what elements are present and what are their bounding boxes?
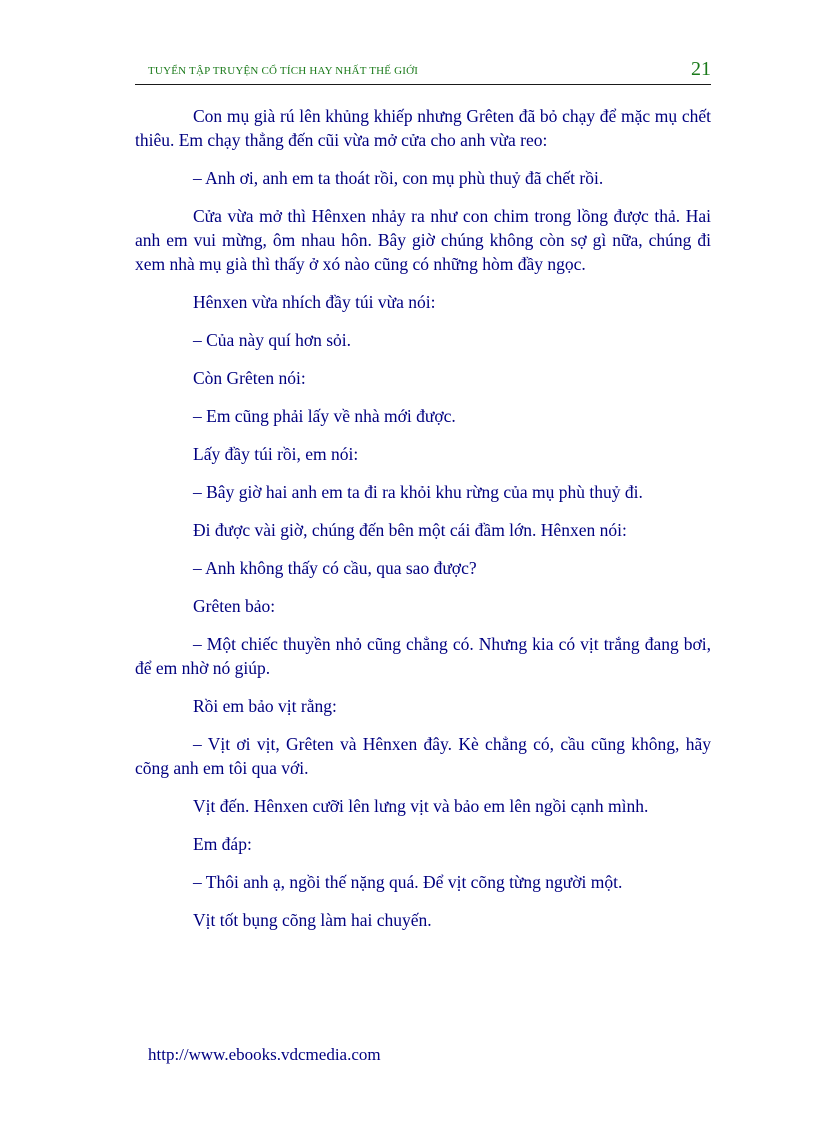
- page-number: 21: [691, 58, 711, 80]
- paragraph: – Bây giờ hai anh em ta đi ra khỏi khu rừng của mụ phù thuỷ đi.: [193, 482, 643, 502]
- paragraph: – Anh ơi, anh em ta thoát rồi, con mụ phù thuỷ đã chết rồi.: [193, 168, 604, 188]
- paragraph: Vịt tốt bụng cõng làm hai chuyến.: [193, 910, 432, 930]
- paragraph: – Em cũng phải lấy về nhà mới được.: [193, 406, 456, 426]
- paragraph: – Vịt ơi vịt, Grêten và Hênxen đây. Kè chẳng có, cầu cũng không, hãy cõng anh em tôi qua với.: [135, 734, 711, 778]
- paragraph: Em đáp:: [193, 834, 252, 854]
- paragraph: – Một chiếc thuyền nhỏ cũng chẳng có. Nhưng kia có vịt trắng đang bơi, để em nhờ nó giúp.: [135, 634, 711, 678]
- paragraph: – Anh không thấy có cầu, qua sao được?: [193, 558, 477, 578]
- story-body: [135, 104, 711, 946]
- paragraph: Rồi em bảo vịt rằng:: [193, 696, 337, 716]
- paragraph: Hênxen vừa nhích đầy túi vừa nói:: [193, 292, 436, 312]
- paragraph: Đi được vài giờ, chúng đến bên một cái đầm lớn. Hênxen nói:: [193, 520, 627, 540]
- page-header: [135, 60, 711, 85]
- paragraph: Con mụ già rú lên khủng khiếp nhưng Grêten đã bỏ chạy để mặc mụ chết thiêu. Em chạy thẳng đến cũi vừa mở cửa cho anh vừa reo:: [135, 106, 711, 150]
- paragraph: Còn Grêten nói:: [193, 368, 306, 388]
- paragraph: Cửa vừa mở thì Hênxen nhảy ra như con chim trong lồng được thả. Hai anh em vui mừng, ôm nhau hôn. Bây giờ chúng không còn sợ gì nữa, chúng đi xem nhà mụ già thì thấy ở xó nào cũng có những hòm đầy ngọc.: [135, 206, 711, 274]
- paragraph: Vịt đến. Hênxen cưỡi lên lưng vịt và bảo em lên ngồi cạnh mình.: [193, 796, 649, 816]
- paragraph: – Thôi anh ạ, ngồi thế nặng quá. Để vịt cõng từng người một.: [193, 872, 623, 892]
- paragraph: Lấy đầy túi rồi, em nói:: [193, 444, 359, 464]
- book-title: TUYỂN TẬP TRUYỆN CỔ TÍCH HAY NHẤT THẾ GIỚI: [148, 65, 419, 77]
- paragraph: Grêten bảo:: [193, 596, 276, 616]
- paragraph: – Của này quí hơn sỏi.: [193, 330, 351, 350]
- footer-url: http://www.ebooks.vdcmedia.com: [148, 1045, 381, 1064]
